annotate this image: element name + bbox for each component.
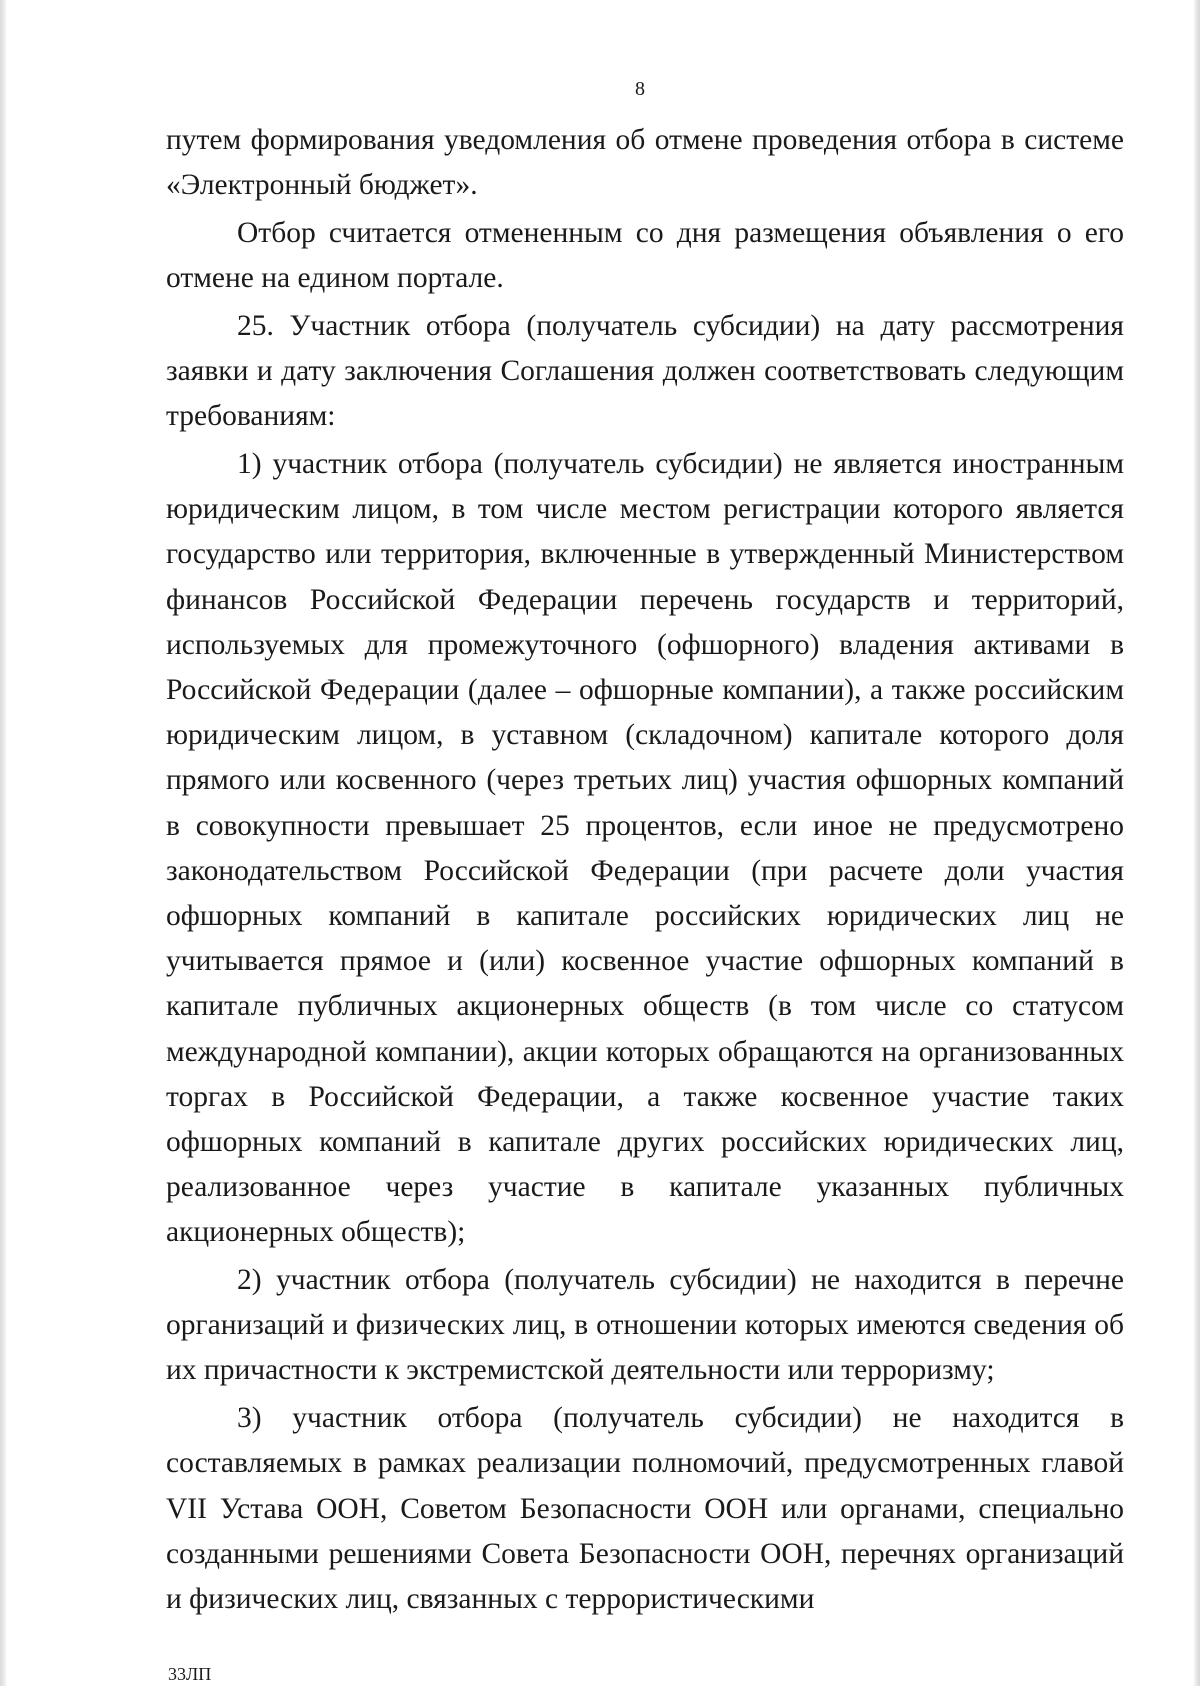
paragraph-requirement-3: 3) участник отбора (получатель субсидии) не находится в составляемых в рамках реализации полномочий, предусмотренных главой VII Устава ООН, Советом Безопасности ООН или органами, специально созданными решениями Совета Безопасности ООН, перечнях организаций и физических лиц, связанных с террористическими bbox=[166, 1402, 1124, 1615]
footer-document-code: 33ЛП bbox=[168, 1664, 212, 1684]
document-body bbox=[166, 118, 1124, 1625]
page-number: 8 bbox=[635, 78, 645, 100]
paragraph-item-25: 25. Участник отбора (получатель субсидии) на дату рассмотрения заявки и дату заключения Соглашения должен соответствовать следующим требованиям: bbox=[166, 309, 1124, 433]
paragraph-requirement-2: 2) участник отбора (получатель субсидии) не находится в перечне организаций и физических лиц, в отношении которых имеются сведения об их причастности к экстремистской деятельности или терроризму; bbox=[166, 1264, 1124, 1387]
scan-edge-right bbox=[1194, 0, 1200, 1686]
scan-edge-left bbox=[0, 0, 6, 1686]
paragraph-requirement-1: 1) участник отбора (получатель субсидии) не является иностранным юридическим лицом, в том числе местом регистрации которого является государство или территория, включенные в утвержденный Министерством финансов Российской Федерации перечень государств и территорий, используемых для промежуточного (офшорного) владения активами в Российской Федерации (далее – офшорные компании), а также российским юридическим лицом, в уставном (складочном) капитале которого доля прямого или косвенного (через третьих лиц) участия офшорных компаний в совокупности превышает 25 процентов, если иное не предусмотрено законодательством Российской Федерации (при расчете доли участия офшорных компаний в капитале российских юридических лиц не учитывается прямое и (или) косвенное участие офшорных компаний в капитале публичных акционерных обществ (в том числе со статусом международной компании), акции которых обращаются на организованных торгах в Российской Федерации, а также косвенное участие таких офшорных компаний в капитале других российских юридических лиц, реализованное через участие в капитале указанных публичных акционерных обществ); bbox=[166, 447, 1124, 1249]
paragraph-continuation: путем формирования уведомления об отмене проведения отбора в системе «Электронный бюджет». bbox=[166, 124, 1124, 202]
paragraph-selection-cancelled: Отбор считается отмененным со дня размещения объявления о его отмене на едином портале. bbox=[166, 216, 1124, 295]
